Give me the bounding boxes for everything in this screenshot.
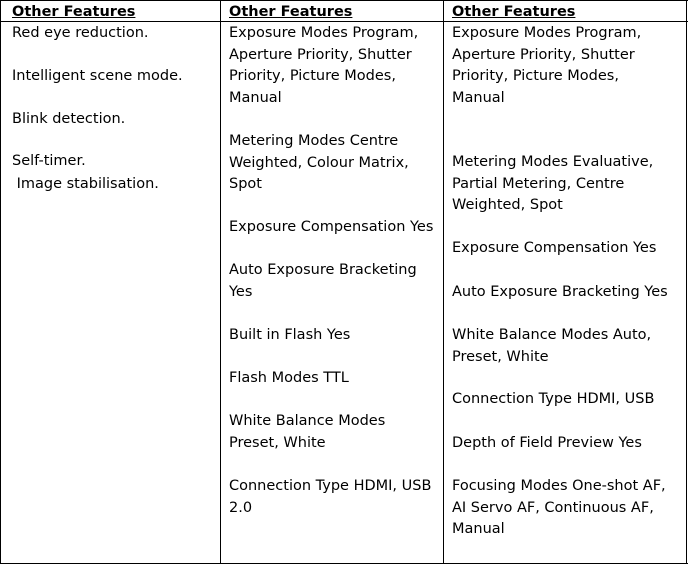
feature-item: Connection Type HDMI, USB (452, 391, 655, 407)
feature-item: Self-timer. (12, 153, 86, 169)
feature-item: Depth of Field Preview Yes (452, 435, 642, 451)
feature-item: Image stabilisation. (12, 176, 159, 192)
feature-item: Connection Type HDMI, USB 2.0 (229, 478, 432, 516)
table-border-top (0, 0, 688, 1)
feature-item: Exposure Compensation Yes (229, 219, 434, 235)
feature-item: Flash Modes TTL (229, 370, 349, 386)
feature-item: Built in Flash Yes (229, 327, 351, 343)
feature-item: Blink detection. (12, 111, 126, 127)
column-divider-1 (220, 0, 221, 564)
feature-item: Auto Exposure Bracketing Yes (229, 262, 417, 300)
feature-item: Auto Exposure Bracketing Yes (452, 284, 668, 300)
table-border-left (0, 0, 1, 564)
feature-item: Exposure Modes Program, Aperture Priority, Shutter Priority, Picture Modes, Manual (229, 25, 419, 106)
column-divider-2 (443, 0, 444, 564)
feature-item: Red eye reduction. (12, 25, 149, 41)
table-border-bottom (0, 563, 688, 564)
feature-item: White Balance Modes Preset, White (229, 413, 386, 451)
feature-item: White Balance Modes Auto, Preset, White (452, 327, 652, 365)
feature-item: Metering Modes Evaluative, Partial Metering, Centre Weighted, Spot (452, 154, 654, 214)
header-row-divider (0, 21, 688, 22)
feature-item: Metering Modes Centre Weighted, Colour Matrix, Spot (229, 133, 409, 193)
feature-item: Exposure Modes Program, Aperture Priority, Shutter Priority, Picture Modes, Manual (452, 25, 642, 106)
column-header: Other Features (12, 4, 136, 20)
table-border-right (686, 0, 687, 564)
feature-item: Exposure Compensation Yes (452, 240, 657, 256)
feature-item: Intelligent scene mode. (12, 68, 183, 84)
column-header: Other Features (452, 4, 576, 20)
column-header: Other Features (229, 4, 353, 20)
feature-item: Focusing Modes One-shot AF, AI Servo AF, Continuous AF, Manual (452, 478, 666, 538)
